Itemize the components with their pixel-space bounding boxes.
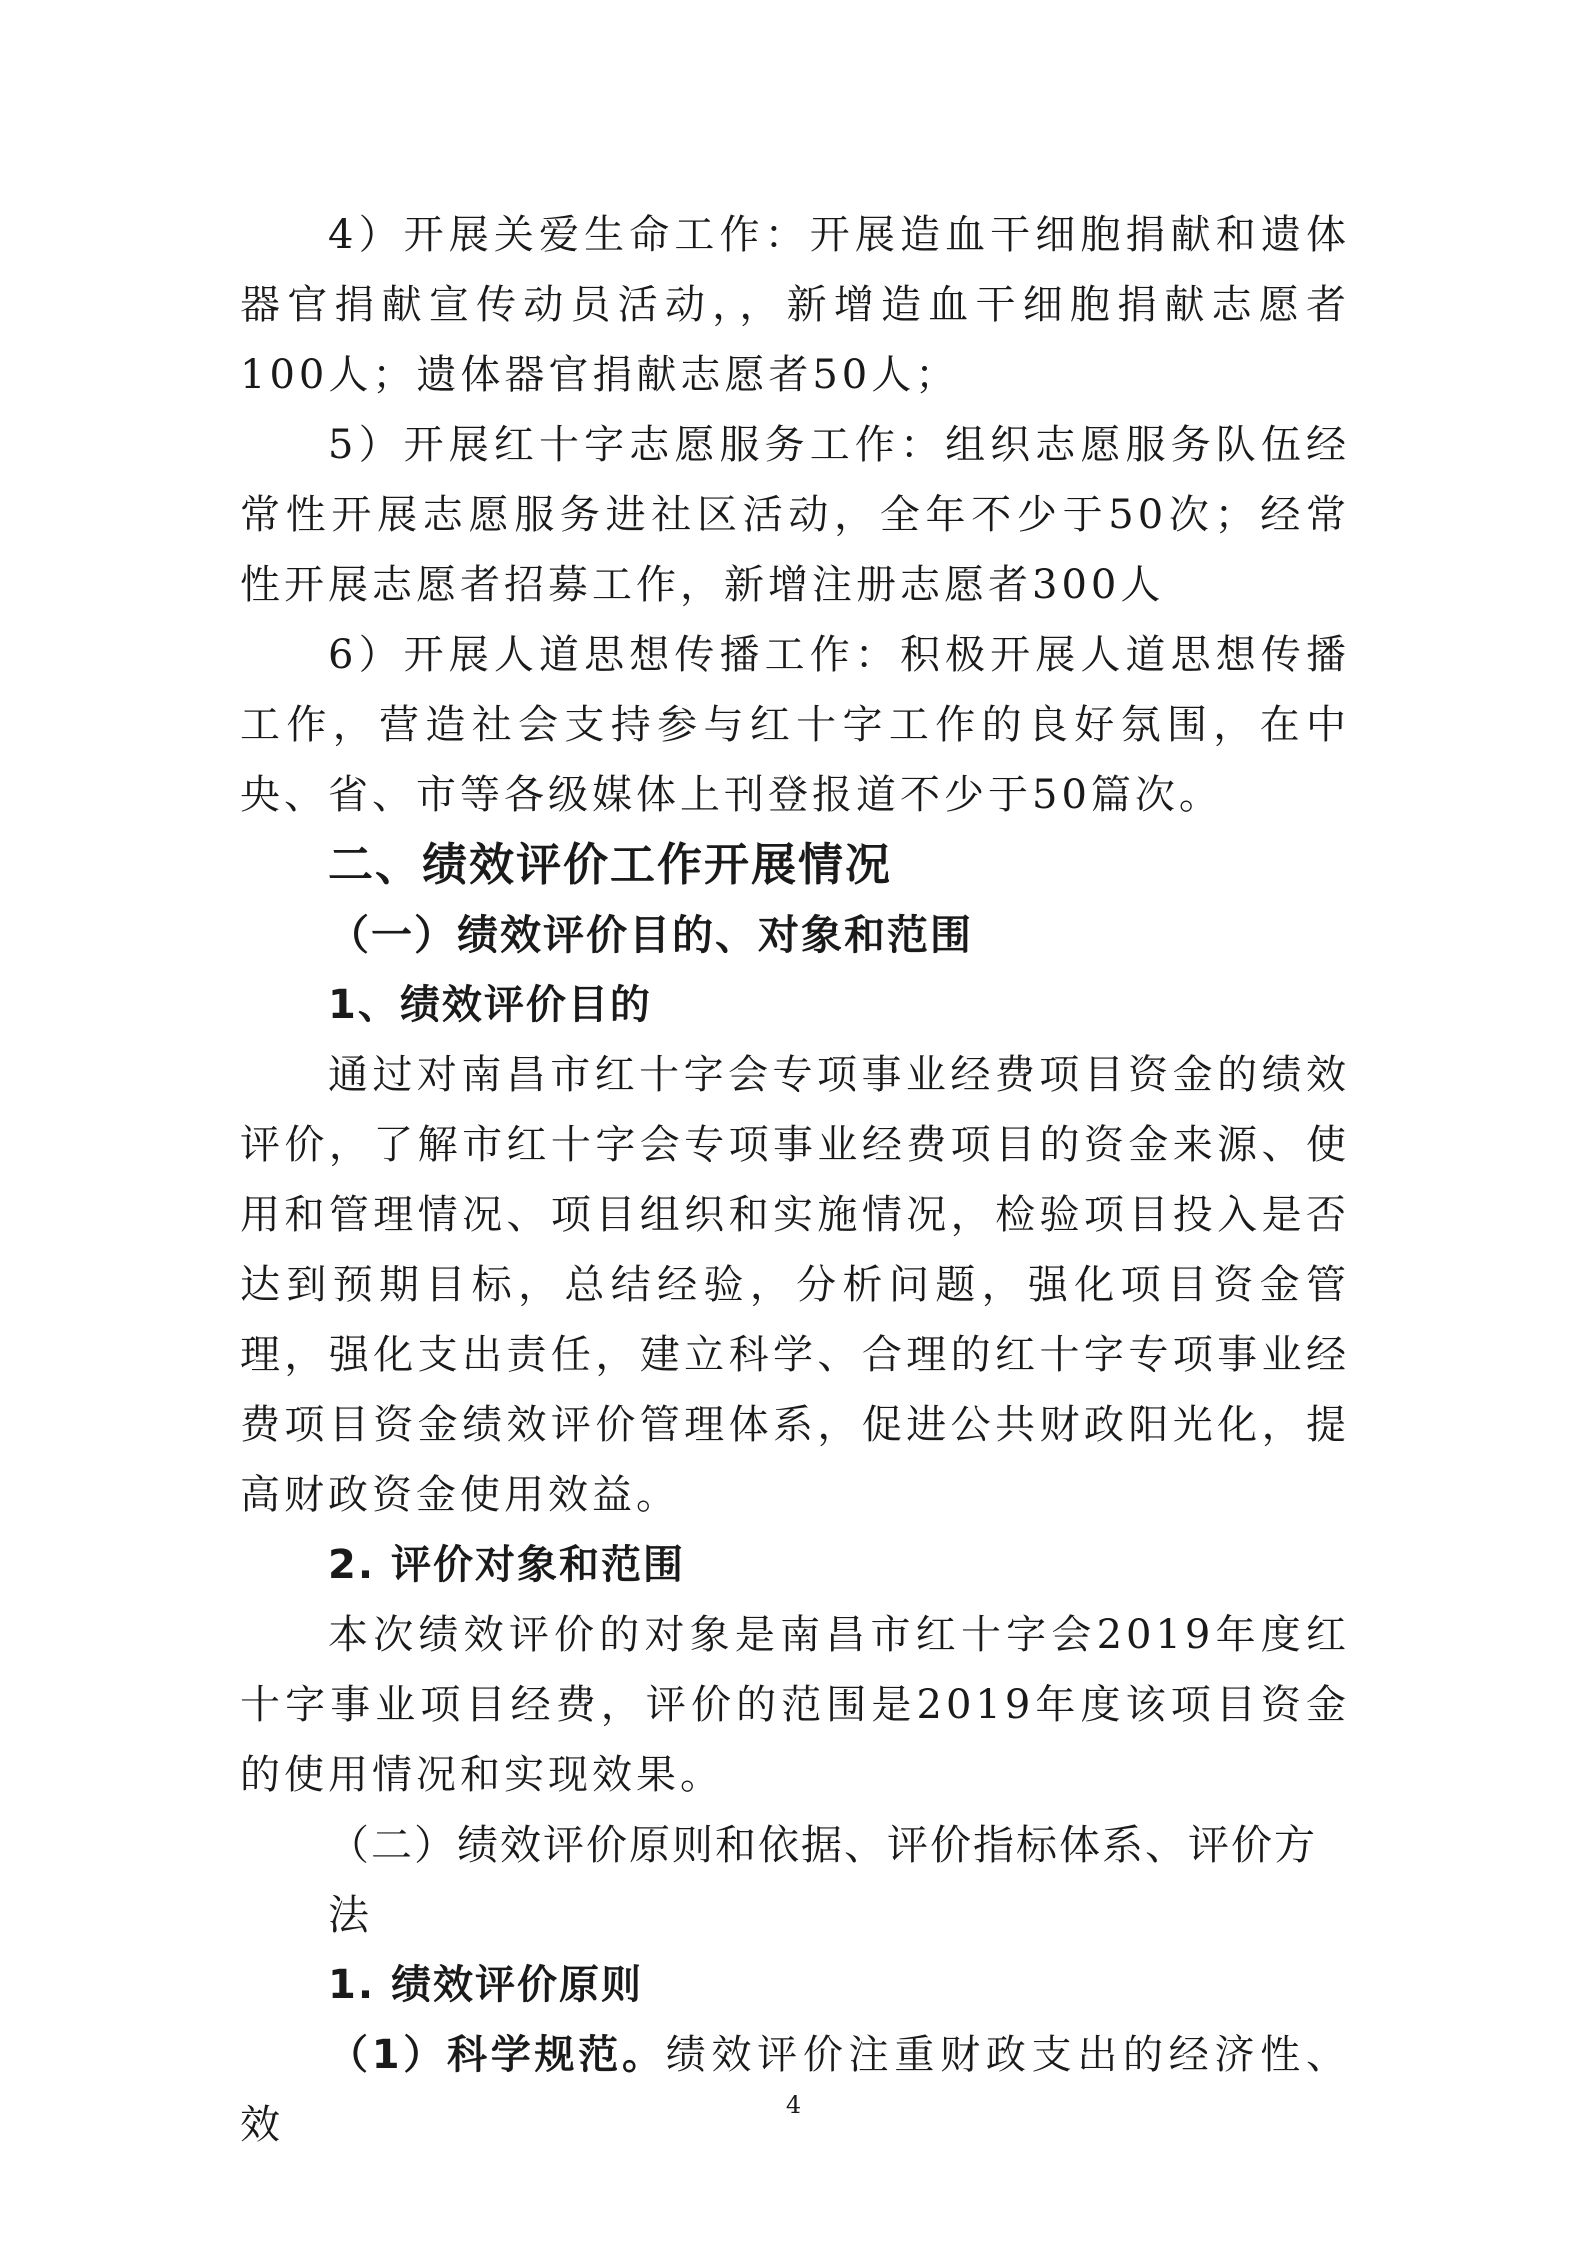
item-heading-evaluation-purpose: 1、绩效评价目的 [328, 982, 652, 1028]
subsection-heading-purpose-scope: （一）绩效评价目的、对象和范围 [328, 911, 973, 959]
paragraph-humanitarian-propaganda: 6）开展人道思想传播工作：积极开展人道思想传播工作，营造社会支持参与红十字工作的良好氛围，在中央、省、市等各级媒体上刊登报道不少于50篇次。 [240, 632, 1350, 818]
principle-body: 绩效评价注重财政支出的经济性、效 [240, 2032, 1350, 2148]
principle-lead: （1）科学规范。 [328, 2032, 666, 2078]
item-heading-evaluation-principles: 1. 绩效评价原则 [328, 1962, 643, 2008]
page-body [240, 200, 1350, 2160]
page-number: 4 [785, 2091, 802, 2119]
item-heading-object-scope: 2. 评价对象和范围 [328, 1542, 685, 1588]
section-heading-performance-evaluation: 二、绩效评价工作开展情况 [328, 838, 893, 891]
paragraph-care-for-life: 4）开展关爱生命工作：开展造血干细胞捐献和遗体器官捐献宣传动员活动，，新增造血干细胞捐献志愿者100人；遗体器官捐献志愿者50人； [240, 212, 1350, 398]
paragraph-object-scope: 本次绩效评价的对象是南昌市红十字会2019年度红十字事业项目经费，评价的范围是2019年度该项目资金的使用情况和实现效果。 [240, 1612, 1350, 1798]
paragraph-evaluation-purpose: 通过对南昌市红十字会专项事业经费项目资金的绩效评价，了解市红十字会专项事业经费项目的资金来源、使用和管理情况、项目组织和实施情况，检验项目投入是否达到预期目标，总结经验，分析问题，强化项目资金管理，强化支出责任，建立科学、合理的红十字专项事业经费项目资金绩效评价管理体系，促进公共财政阳光化，提高财政资金使用效益。 [240, 1052, 1350, 1518]
subsection-heading-principles-methods: （二）绩效评价原则和依据、评价指标体系、评价方法 [328, 1821, 1317, 1939]
paragraph-volunteer-service: 5）开展红十字志愿服务工作：组织志愿服务队伍经常性开展志愿服务进社区活动，全年不少于50次；经常性开展志愿者招募工作，新增注册志愿者300人 [240, 422, 1350, 608]
